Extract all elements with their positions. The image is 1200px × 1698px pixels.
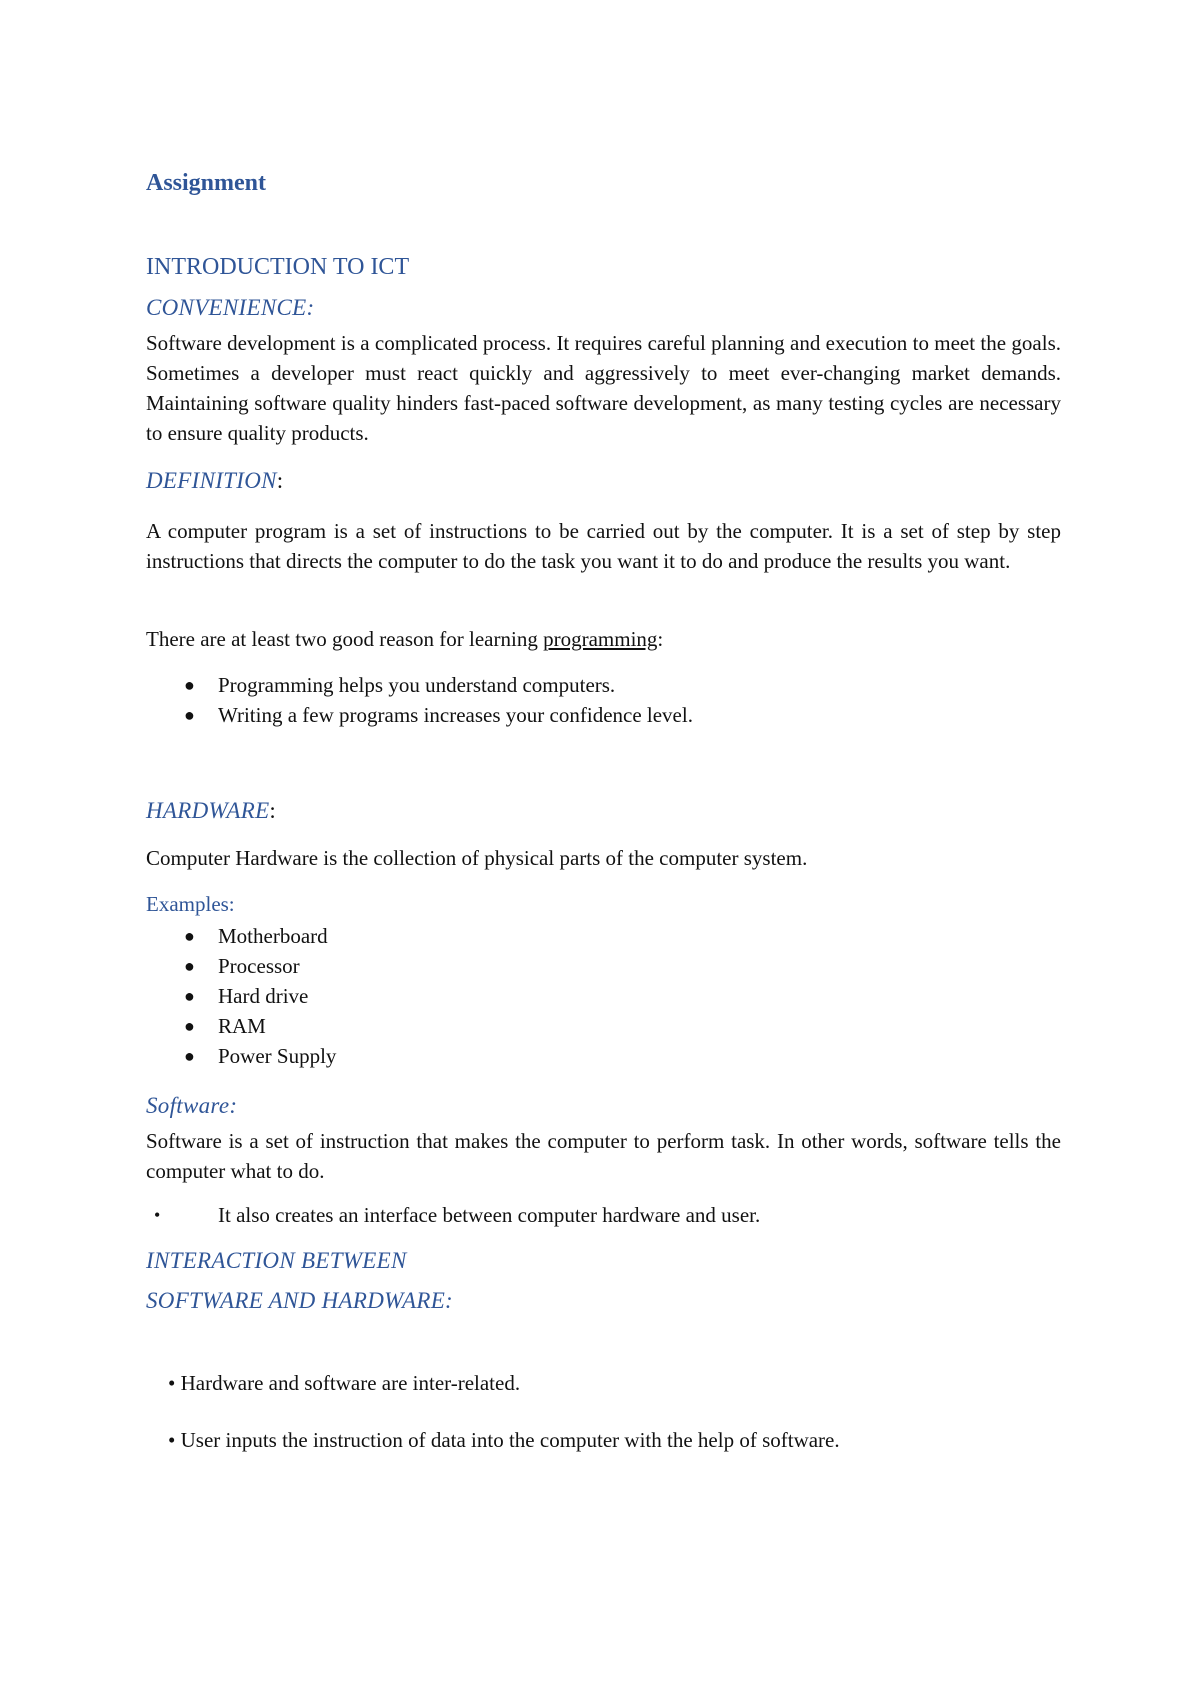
definition-bullet-list xyxy=(146,670,693,730)
examples-label: Examples: xyxy=(146,892,235,916)
list-item-text: Motherboard xyxy=(218,924,328,948)
list-item xyxy=(146,1041,336,1071)
reason-paragraph xyxy=(146,624,1061,654)
bullet-icon: ● xyxy=(184,675,195,695)
list-item xyxy=(146,700,693,730)
list-item-text: User inputs the instruction of data into the computer with the help of software. xyxy=(180,1428,840,1452)
list-item-text: Programming helps you understand computers. xyxy=(218,673,616,697)
list-item-text: RAM xyxy=(218,1014,266,1038)
list-item xyxy=(168,1368,840,1398)
list-item xyxy=(146,951,336,981)
software-heading: Software: xyxy=(146,1093,238,1118)
document-title: Assignment xyxy=(146,170,267,196)
list-item xyxy=(146,921,336,951)
definition-paragraph: A computer program is a set of instructions to be carried out by the computer. It is a set of step by step instructions that directs the computer to do the task you want it to do and produce the results you want. xyxy=(146,519,1061,573)
bullet-icon: ● xyxy=(184,1016,195,1036)
list-item-text: Power Supply xyxy=(218,1044,337,1068)
definition-heading-label: DEFINITION xyxy=(146,468,277,493)
hardware-heading-label: HARDWARE xyxy=(146,798,270,823)
bullet-icon: ● xyxy=(184,956,195,976)
main-heading: INTRODUCTION TO ICT xyxy=(146,254,410,280)
list-item-text: Hard drive xyxy=(218,984,309,1008)
list-item xyxy=(168,1425,840,1455)
interaction-heading-line2: SOFTWARE AND HARDWARE: xyxy=(146,1288,454,1313)
bullet-icon: • xyxy=(154,1205,161,1225)
bullet-icon: ● xyxy=(184,986,195,1006)
reason-prefix: There are at least two good reason for learning xyxy=(146,627,544,651)
list-item-text: Processor xyxy=(218,954,300,978)
bullet-icon: ● xyxy=(184,705,195,725)
list-item-text: It also creates an interface between computer hardware and user. xyxy=(218,1203,761,1227)
hardware-paragraph: Computer Hardware is the collection of physical parts of the computer system. xyxy=(146,846,808,870)
convenience-paragraph: Software development is a complicated process. It requires careful planning and execution to meet the goals. Sometimes a developer must react quickly and aggressively to meet ever-changing market demands. Maintaining software quality hinders fast-paced software development, as many testing cycles are necessary to ensure quality products. xyxy=(146,331,1061,445)
interaction-heading-line1: INTERACTION BETWEEN xyxy=(146,1248,407,1273)
list-item xyxy=(146,670,693,700)
hardware-heading-colon: : xyxy=(269,798,277,823)
bullet-icon: ● xyxy=(184,926,195,946)
convenience-heading: CONVENIENCE: xyxy=(146,295,315,320)
interaction-bullet-list xyxy=(168,1368,840,1455)
reason-underlined-word: programming xyxy=(543,627,658,651)
list-item xyxy=(146,1011,336,1041)
list-item-text: Hardware and software are inter-related. xyxy=(180,1371,521,1395)
software-bullet-list xyxy=(146,1200,760,1230)
software-paragraph: Software is a set of instruction that makes the computer to perform task. In other words, software tells the computer what to do. xyxy=(146,1129,1061,1183)
reason-suffix: : xyxy=(657,627,664,651)
list-item-text: Writing a few programs increases your confidence level. xyxy=(218,703,693,727)
bullet-icon: ● xyxy=(184,1046,195,1066)
definition-heading-colon: : xyxy=(276,468,284,493)
bullet-icon: • xyxy=(168,1428,176,1452)
hardware-heading xyxy=(146,798,276,824)
list-item xyxy=(146,1200,760,1230)
bullet-icon: • xyxy=(168,1371,176,1395)
definition-heading xyxy=(146,468,283,494)
list-item xyxy=(146,981,336,1011)
hardware-examples-list xyxy=(146,921,336,1071)
